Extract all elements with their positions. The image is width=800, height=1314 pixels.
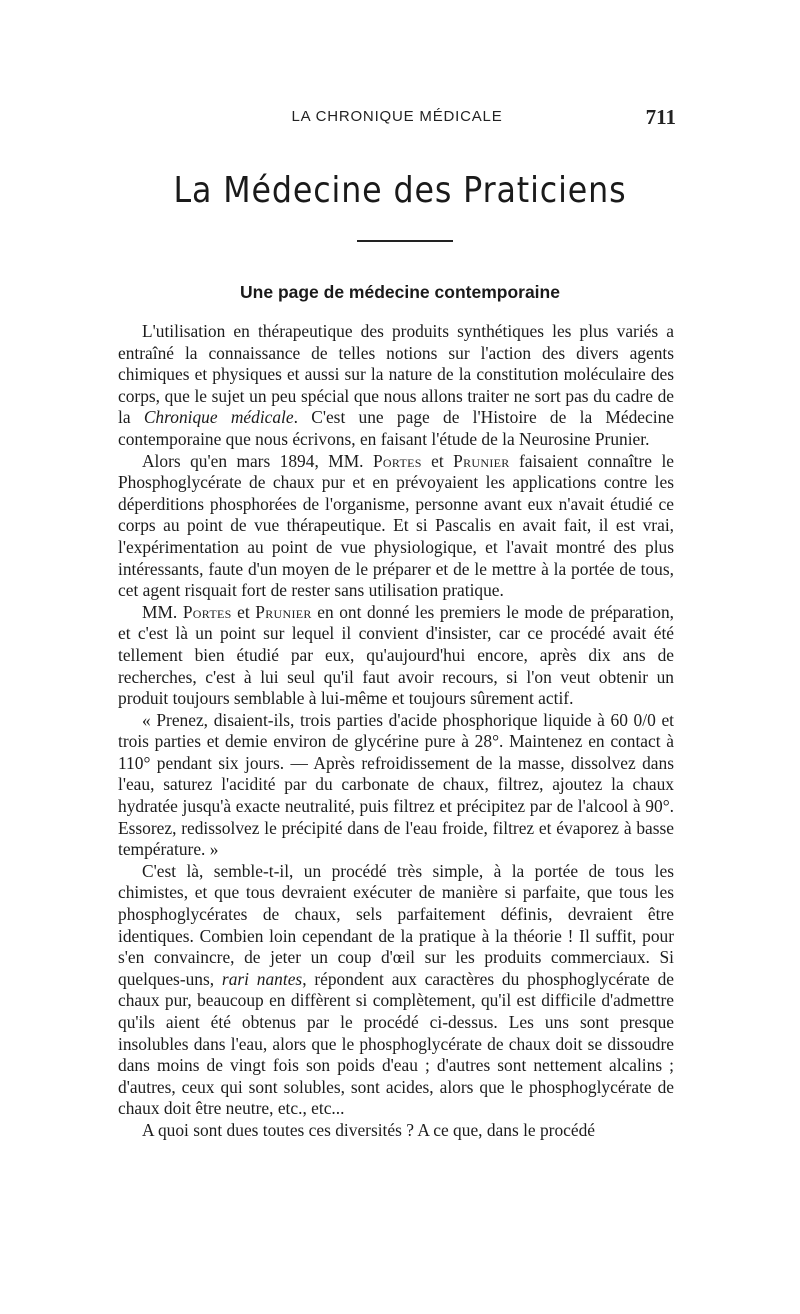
text-run: et xyxy=(421,450,454,471)
text-run: et xyxy=(231,601,256,622)
text-run: A quoi sont dues toutes ces diversités ? A ce que, dans le procédé xyxy=(142,1119,596,1140)
author-name: Portes xyxy=(372,450,422,471)
running-header xyxy=(118,105,676,132)
italic-text: Chronique médicale xyxy=(143,407,294,428)
paragraph-4 xyxy=(118,710,674,861)
paragraph-5 xyxy=(118,861,674,1120)
title-divider xyxy=(357,240,453,242)
text-run: « Prenez, disaient-ils, trois parties d'acide phosphorique liquide à 60 0/0 et trois parties et demie environ de glycérine pure à 28°. Maintenez en contact à 110° pendant six jours. — Après refroidissement de la masse, dissolvez dans l'eau, saturez l'acidité par du carbonate de chaux, filtrez, ajoutez la chaux hydratée jusqu'à exacte neutralité, puis filtrez et précipitez par de l'alcool à 90°. Essorez, redissolvez le précipité dans de l'eau froide, filtrez et évaporez à basse température. » xyxy=(118,709,674,860)
author-name: Portes xyxy=(182,601,232,622)
author-name: Prunier xyxy=(453,450,510,471)
running-title: LA CHRONIQUE MÉDICALE xyxy=(291,108,503,125)
article-body xyxy=(118,321,674,1142)
paragraph-2 xyxy=(118,451,674,602)
text-run: faisaient connaître le Phosphoglycérate de chaux pur et en prévoyaient les applications contre les déperditions phosphorées de l'organisme, personne avant eux n'avait étudié ce corps au point de vue thérapeutique. Et si Pascalis en avait fait, il est vrai, l'expérimentation au point de vue physiologique, et l'avait montré des plus intéressants, faute d'un moyen de le préparer et de le mettre à la portée de tous, cet agent risquait fort de rester sans utilisation pratique. xyxy=(118,450,674,601)
text-run: , répondent aux caractères du phosphoglycérate de chaux pur, beaucoup en diffèrent si complètement, qu'il est difficile d'admettre qu'ils aient été obtenus par le procédé ci-dessus. Les uns sont presque insolubles dans l'eau, alors que le phosphoglycérate de chaux doit se dissoudre dans moins de vingt fois son poids d'eau ; d'autres sont nettement alcalins ; d'autres, ceux qui sont solubles, sont acides, alors que le phosphoglycérate de chaux doit être neutre, etc., etc... xyxy=(118,968,674,1119)
text-run: MM. xyxy=(142,601,183,622)
paragraph-6 xyxy=(118,1120,674,1142)
text-run: . C'est une page de l'Histoire de la Médecine contemporaine que nous écrivons, en faisant l'étude de la Neurosine Prunier. xyxy=(118,407,674,449)
paragraph-3 xyxy=(118,602,674,710)
text-run: Alors qu'en mars 1894, MM. xyxy=(142,450,373,471)
text-run: C'est là, semble-t-il, un procédé très simple, à la portée de tous les chimistes, et que tous devraient exécuter de manière si parfaite, que tous les phosphoglycérates de chaux, sels parfaitement définis, devraient être identiques. Combien loin cependant de la pratique à la théorie ! Il suffit, pour s'en convaincre, de jeter un coup d'œil sur les produits commerciaux. Si quelques-uns, xyxy=(118,860,674,989)
text-run: en ont donné les premiers le mode de préparation, et c'est là un point sur lequel il convient d'insister, car ce procédé avait été tellement bien étudié par eux, qu'aujourd'hui encore, après dix ans de recherches, c'est à lui seul qu'il faut avoir recours, si l'on veut obtenir un produit toujours semblable à lui-même et toujours sûrement actif. xyxy=(118,601,675,709)
text-run: L'utilisation en thérapeutique des produits synthétiques les plus variés a entraîné la connaissance de telles notions sur l'action des divers agents chimiques et physiques et aussi sur la nature de la constitution moléculaire des corps, que le sujet un peu spécial que nous allons traiter ne sort pas du cadre de la xyxy=(118,321,674,428)
page-number: 711 xyxy=(645,105,676,129)
page-title: La Médecine des Praticiens xyxy=(173,170,627,211)
paragraph-1 xyxy=(118,321,674,451)
author-name: Prunier xyxy=(255,601,312,622)
section-subtitle: Une page de médecine contemporaine xyxy=(240,282,560,302)
italic-text: rari nantes xyxy=(221,968,303,989)
